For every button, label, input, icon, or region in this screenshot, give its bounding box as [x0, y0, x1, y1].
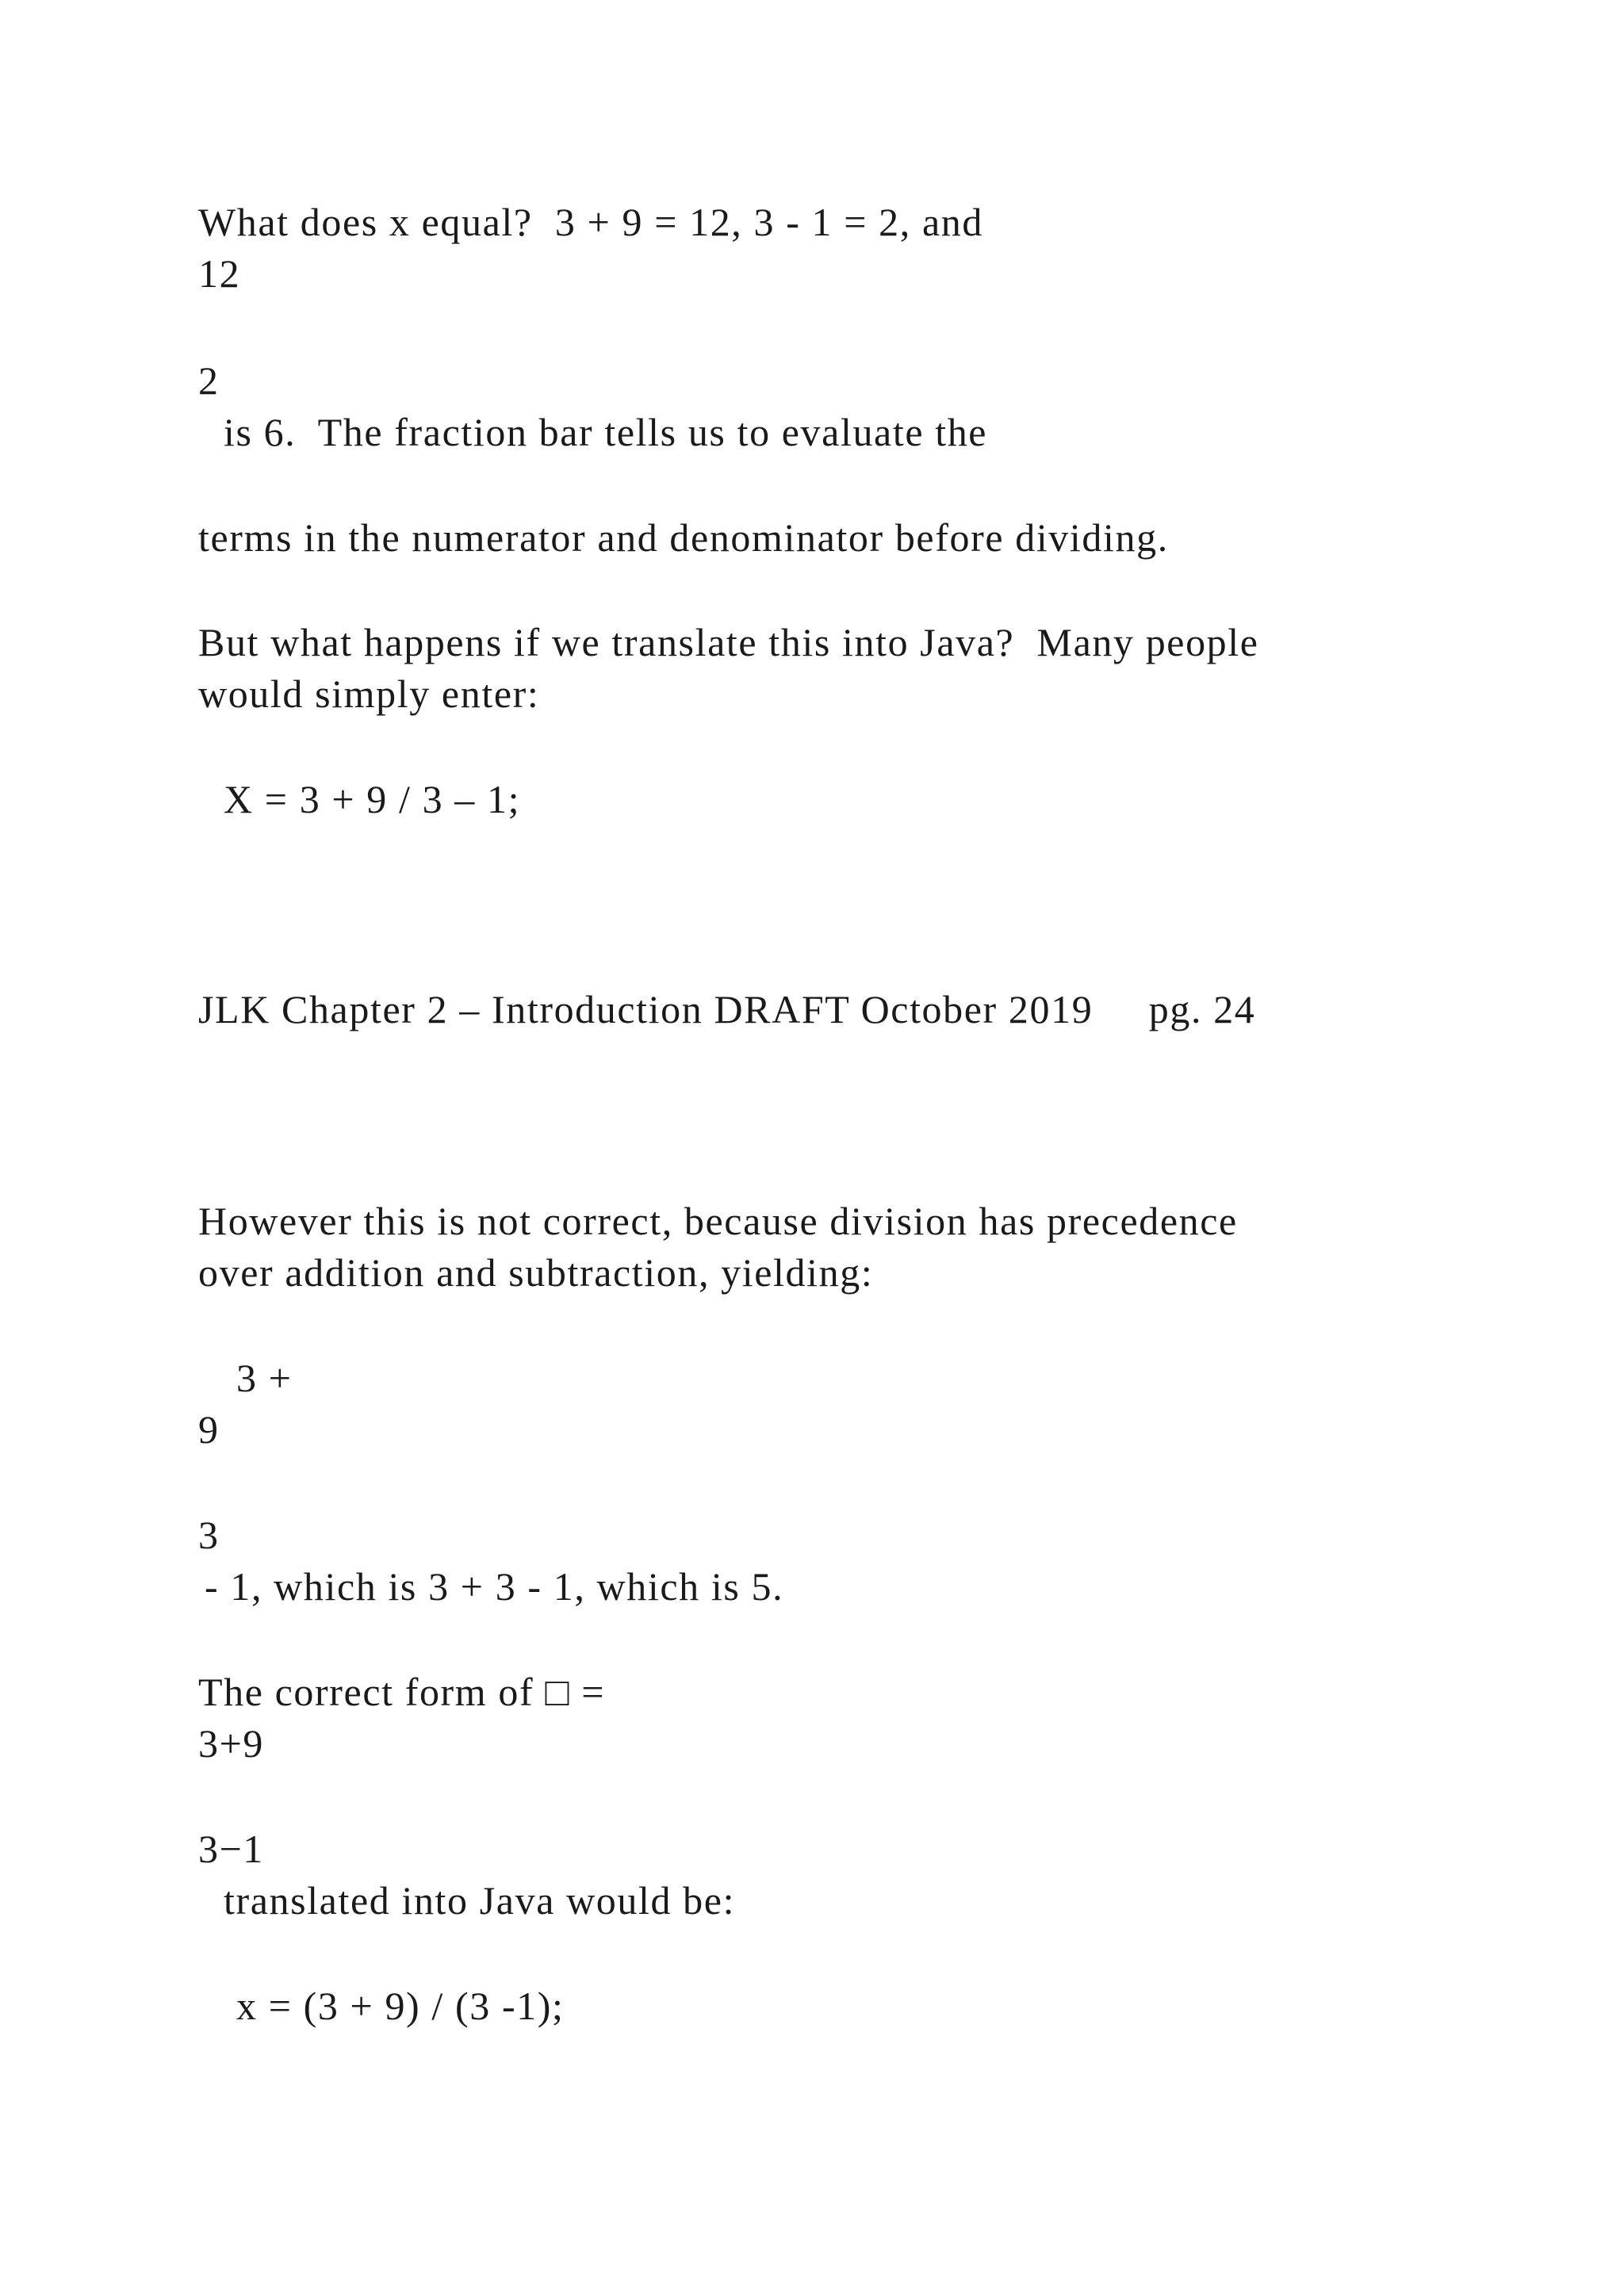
paragraph-line: over addition and subtraction, yielding:	[198, 1250, 874, 1295]
fraction-numerator: 3+9	[198, 1721, 264, 1766]
paragraph-line: translated into Java would be:	[224, 1878, 736, 1923]
paragraph-line: But what happens if we translate this into Java? Many people	[198, 620, 1259, 664]
paragraph-line: What does x equal? 3 + 9 = 12, 3 - 1 = 2, and	[198, 200, 983, 244]
fraction-numerator: 12	[198, 251, 241, 296]
fraction-denominator: 3−1	[198, 1827, 264, 1871]
fraction-numerator: 9	[198, 1407, 220, 1452]
fraction-denominator: 3	[198, 1513, 220, 1557]
paragraph-line: The correct form of □ =	[198, 1670, 606, 1714]
code-line: X = 3 + 9 / 3 – 1;	[224, 777, 521, 821]
paragraph-line: is 6. The fraction bar tells us to evaluate the	[224, 410, 988, 454]
code-line: x = (3 + 9) / (3 -1);	[236, 1984, 565, 2028]
page-footer: JLK Chapter 2 – Introduction DRAFT October 2019 pg. 24	[198, 987, 1256, 1031]
paragraph-line: would simply enter:	[198, 672, 540, 716]
paragraph-line: - 1, which is 3 + 3 - 1, which is 5.	[205, 1564, 784, 1609]
paragraph-line: However this is not correct, because division has precedence	[198, 1199, 1238, 1243]
expression-line: 3 +	[236, 1356, 293, 1400]
paragraph-line: terms in the numerator and denominator before dividing.	[198, 515, 1169, 560]
fraction-denominator: 2	[198, 358, 220, 403]
